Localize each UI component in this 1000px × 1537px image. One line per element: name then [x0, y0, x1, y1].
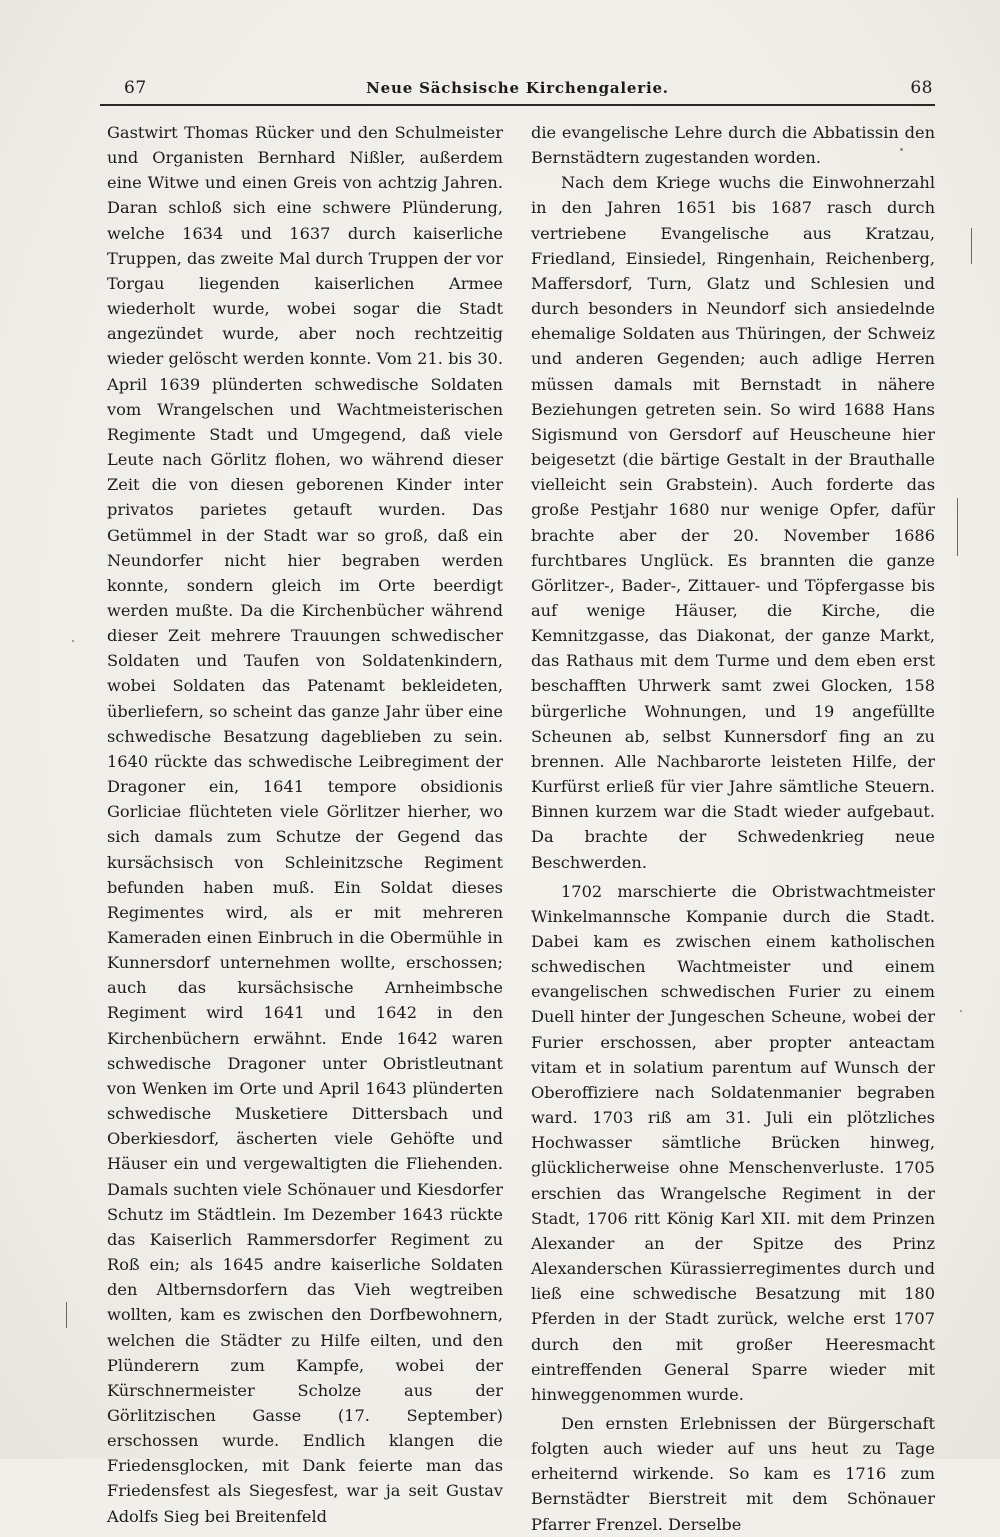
paper-speck — [900, 148, 903, 151]
page-number-right: 68 — [910, 78, 933, 98]
margin-pencil-mark — [957, 498, 958, 556]
right-paragraph-1: die evangelische Lehre durch die Abbatissin den Bernstädtern zugestanden worden. — [531, 123, 935, 168]
right-column — [531, 120, 935, 1537]
right-paragraph-3: 1702 marschierte die Obristwachtmeister Winkelmannsche Kompanie durch die Stadt. Dabei kam es zwischen einem katholischen schwedischen Wachtmeister und einem evangelischen schwedischen Furier zu einem Duell hinter der Jungeschen Scheune, wobei der Furier erschossen, aber propter anteactam vitam et in solatium parentum auf Wunsch der Oberoffiziere nach Soldatenmanier begraben ward. 1703 riß am 31. Juli ein plötzliches Hochwasser sämtliche Brücken hinweg, glücklicherweise ohne Menschenverluste. 1705 erschien das Wrangelsche Regiment in der Stadt, 1706 ritt König Karl XII. mit dem Prinzen Alexander an der Spitze des Prinz Alexanderschen Kürassierregimentes durch und ließ eine schwedische Besatzung mit 180 Pferden in der Stadt zurück, welche erst 1707 durch den mit großer Heeresmacht eintreffenden General Sparre wieder mit hinweggenommen wurde. — [531, 881, 935, 1404]
left-column — [107, 120, 503, 1529]
left-paragraph-1: Gastwirt Thomas Rücker und den Schulmeister und Organisten Bernhard Nißler, außerdem eine Witwe und einen Greis von achtzig Jahren. Daran schloß sich eine schwere Plünderung, welche 1634 und 1637 durch kaiserliche Truppen, das zweite Mal durch Truppen der vor Torgau liegenden kaiserlichen Armee wiederholt wurde, wobei sogar die Stadt angezündet wurde, aber noch rechtzeitig wieder gelöscht werden konnte. Vom 21. bis 30. April 1639 plünderten schwedische Soldaten vom Wrangelschen und Wachtmeisterischen Regimente Stadt und Umgegend, daß viele Leute nach Görlitz flohen, wo während dieser Zeit die von diesen geborenen Kinder inter privatos parietes getauft wurden. Das Getümmel in der Stadt war so groß, daß ein Neundorfer nicht hier begraben werden konnte, sondern gleich im Orte beerdigt werden mußte. Da die Kirchenbücher während dieser Zeit mehrere Trauungen schwedischer Soldaten und Taufen von Soldatenkindern, wobei Soldaten das Patenamt bekleideten, überliefern, so scheint das ganze Jahr über eine schwedische Besatzung dageblieben zu sein. 1640 rückte das schwedische Leibregiment der Dragoner ein, 1641 tempore obsidionis Gorliciae flüchteten viele Görlitzer hierher, wo sich damals zum Schutze der Gegend das kursächsisch von Schleinitzsche Regiment befunden haben muß. Ein Soldat dieses Regimentes wird, als er mit mehreren Kameraden einen Einbruch in die Obermühle in Kunnersdorf unternehmen wollte, erschossen; auch das kursächsische Arnheimbsche Regiment wird 1641 und 1642 in den Kirchenbüchern erwähnt. Ende 1642 waren schwedische Dragoner unter Obristleutnant von Wenken im Orte und April 1643 plünderten schwedische Musketiere Dittersbach und Oberkiesdorf, äscherten viele Gehöfte und Häuser ein und vergewaltigten die Fliehenden. Damals suchten viele Schönauer und Kiesdorfer Schutz im Städtlein. Im Dezember 1643 rückte das Kaiserlich Rammersdorfer Regiment zu Roß ein; als 1645 andre kaiserliche Soldaten den Altbernsdorfern das Vieh wegtreiben wollten, kam es zwischen den Dorfbewohnern, welchen die Städter zu Hilfe eilten, und den Plünderern zum Kampfe, wobei der Kürschnermeister Scholze aus der Görlitzischen Gasse (17. September) erschossen wurde. Endlich klangen die Friedensglocken, mit Dank feierte man das Friedensfest als Siegesfest, war ja seit Gustav Adolfs Sieg bei Breitenfeld — [107, 123, 503, 1526]
journal-title: Neue Sächsische Kirchengalerie. — [366, 79, 669, 97]
paper-speck — [72, 640, 74, 642]
margin-pencil-mark — [971, 228, 972, 264]
header-rule — [100, 104, 935, 106]
paper-speck — [960, 1010, 962, 1012]
right-paragraph-2: Nach dem Kriege wuchs die Einwohnerzahl in den Jahren 1651 bis 1687 rasch durch vertriebene Evangelische aus Kratzau, Friedland, Einsiedel, Ringenhain, Reichenberg, Maffersdorf, Turn, Glatz und Schlesien und durch besonders in Neundorf sich ansiedelnde ehemalige Soldaten aus Thüringen, der Schweiz und anderen Gegenden; auch adlige Herren müssen damals mit Bernstadt in nähere Beziehungen getreten sein. So wird 1688 Hans Sigismund von Gersdorf auf Heuscheune hier beigesetzt (die bärtige Gestalt in der Brauthalle vielleicht sein Grabstein). Auch forderte das große Pestjahr 1680 nur wenige Opfer, dafür brachte aber der 20. November 1686 furchtbares Unglück. Es brannten die ganze Görlitzer-, Bader-, Zittauer- und Töpfergasse bis auf wenige Häuser, die Kirche, die Kemnitzgasse, das Diakonat, der ganze Markt, das Rathaus mit dem Turme und dem eben erst beschafften Uhrwerk samt zwei Glocken, 158 bürgerliche Wohnungen, und 19 angefüllte Scheunen ab, selbst Kunnersdorf fing an zu brennen. Alle Nachbarorte leisteten Hilfe, der Kurfürst erließ für vier Jahre sämtliche Steuern. Binnen kurzem war die Stadt wieder aufgebaut. Da brachte der Schwedenkrieg neue Beschwerden. — [531, 173, 935, 872]
margin-pencil-mark — [66, 1302, 67, 1328]
page-number-left: 67 — [124, 78, 147, 98]
right-paragraph-4: Den ernsten Erlebnissen der Bürgerschaft folgten auch wieder auf uns heut zu Tage erheiternd wirkende. So kam es 1716 zum Bernstädter Bierstreit mit dem Schönauer Pfarrer Frenzel. Derselbe — [531, 1413, 935, 1534]
